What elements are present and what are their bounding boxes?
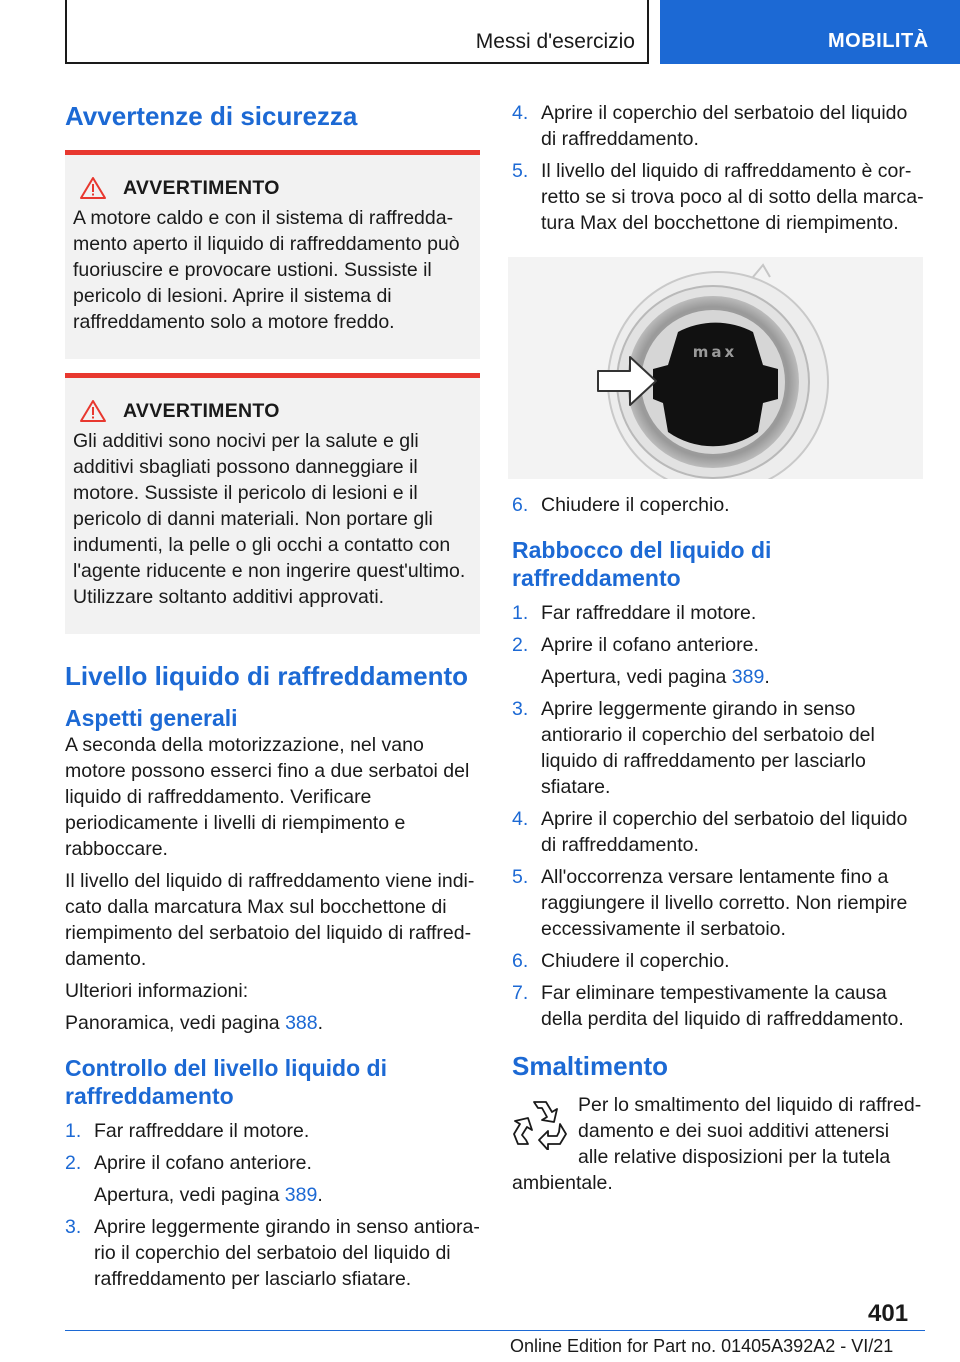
coolant-reservoir-illustration	[508, 257, 923, 479]
list-item: 2. Aprire il cofano anteriore. Apertura, vedi pagina 389.	[512, 634, 770, 688]
check-steps-list	[65, 1118, 480, 1292]
list-item: 1. Far raffreddare il motore.	[512, 602, 757, 624]
list-item: 3. Aprire leggermente girando in senso antiorario il coperchio del serbatoio del liquido di raffreddamento per lasciarlo sfiatare.	[65, 1216, 480, 1290]
general-paragraph-4: Panoramica, vedi pagina 388.	[65, 1012, 324, 1034]
general-heading: Aspetti generali	[65, 705, 238, 731]
general-paragraph-1: A seconda della motorizzazione, nel vano motore possono esserci fino a due serbatoi del liquido di raffreddamento. Verificare periodicamente i livelli di riempimento e rabboccare.	[65, 734, 470, 860]
list-item: 4. Aprire il coperchio del serbatoio del liquido di raffreddamento.	[512, 808, 908, 856]
warning-box-1	[65, 150, 480, 359]
list-item: 5. Il livello del liquido di raffreddamento è corretto se si trova poco al di sotto della marcatura Max del bocchettone di riempimento.	[512, 160, 924, 234]
list-item: 2. Aprire il cofano anteriore. Apertura, vedi pagina 389.	[65, 1152, 323, 1206]
list-item: 3. Aprire leggermente girando in senso antiorario il coperchio del serbatoio del liquido di raffreddamento per lasciarlo sfiatare.	[512, 698, 875, 798]
header-section-title: Messi d'esercizio	[475, 30, 635, 53]
level-heading: Livello liquido di raffreddamento	[65, 661, 469, 691]
footer-edition: Online Edition for Part no. 01405A392A2 - VI/21	[510, 1336, 894, 1356]
list-item: 5. All'occorrenza versare lentamente fino a raggiungere il livello corretto. Non riempire eccessivamente il serbatoio.	[512, 866, 908, 940]
warning-box-2	[65, 373, 480, 634]
refill-steps-list	[512, 600, 924, 1032]
check-heading: Controllo del livello liquido di raffreddamento	[65, 1055, 387, 1109]
disposal-block	[512, 1092, 924, 1196]
recycle-icon	[512, 1094, 568, 1150]
page-link-389[interactable]: 389	[284, 1184, 318, 1206]
page-number: 401	[868, 1300, 909, 1327]
header-chapter-label: MOBILITÀ	[828, 30, 929, 52]
header-chapter-tab[interactable]	[660, 0, 960, 64]
warning-text-1: A motore caldo e con il sistema di raffreddamento aperto il liquido di raffreddamento può fuoriuscire e provocare ustioni. Sussiste il pericolo di lesioni. Aprire il sistema di raffreddamento solo a motore freddo.	[73, 207, 460, 333]
disposal-heading: Smaltimento	[512, 1051, 669, 1081]
list-item: 4. Aprire il coperchio del serbatoio del liquido di raffreddamento.	[512, 102, 908, 150]
warning-triangle-icon	[79, 399, 107, 423]
list-item: 6. Chiudere il coperchio.	[512, 950, 730, 972]
check-steps-list-cont	[512, 100, 924, 236]
coolant-cap-figure	[508, 257, 923, 479]
safety-heading: Avvertenze di sicurezza	[65, 101, 358, 131]
check-step-6-list	[512, 492, 924, 518]
refill-heading: Rabbocco del liquido di raffreddamento	[512, 537, 772, 591]
general-paragraph-2: Il livello del liquido di raffreddamento viene indicato dalla marcatura Max sul bocchettone di riempimento del serbatoio del liquido di raffreddamento.	[65, 870, 475, 970]
disposal-text: Per lo smaltimento del liquido di raffreddamento e dei suoi additivi attenersi alle relative disposizioni per la tutela ambientale.	[512, 1094, 922, 1194]
warning-triangle-icon	[79, 176, 107, 200]
warning-title-2: AVVERTIMENTO	[123, 400, 280, 422]
header-section-box	[65, 0, 649, 64]
max-marking-label: max	[692, 343, 738, 361]
general-paragraph-3: Ulteriori informazioni:	[65, 980, 249, 1002]
left-column	[65, 100, 480, 1298]
page-link-388[interactable]: 388	[285, 1012, 318, 1034]
footer-divider	[65, 1330, 925, 1331]
page-link-389[interactable]: 389	[731, 666, 765, 688]
list-item: 7. Far eliminare tempestivamente la causa della perdita del liquido di raffreddamento.	[512, 982, 904, 1030]
warning-text-2: Gli additivi sono nocivi per la salute e gli additivi sbagliati possono danneggiare il motore. Sussiste il pericolo di lesioni e il pericolo di danni materiali. Non portare gli indumenti, la pelle o gli occhi a contatto con l'agente riducente e non ingerire quest'ultimo. Utilizzare soltanto additivi approvati.	[73, 430, 466, 608]
list-item: 1. Far raffreddare il motore.	[65, 1120, 310, 1142]
warning-title-1: AVVERTIMENTO	[123, 177, 280, 199]
list-item: 6. Chiudere il coperchio.	[512, 494, 730, 516]
right-column	[512, 100, 924, 1196]
